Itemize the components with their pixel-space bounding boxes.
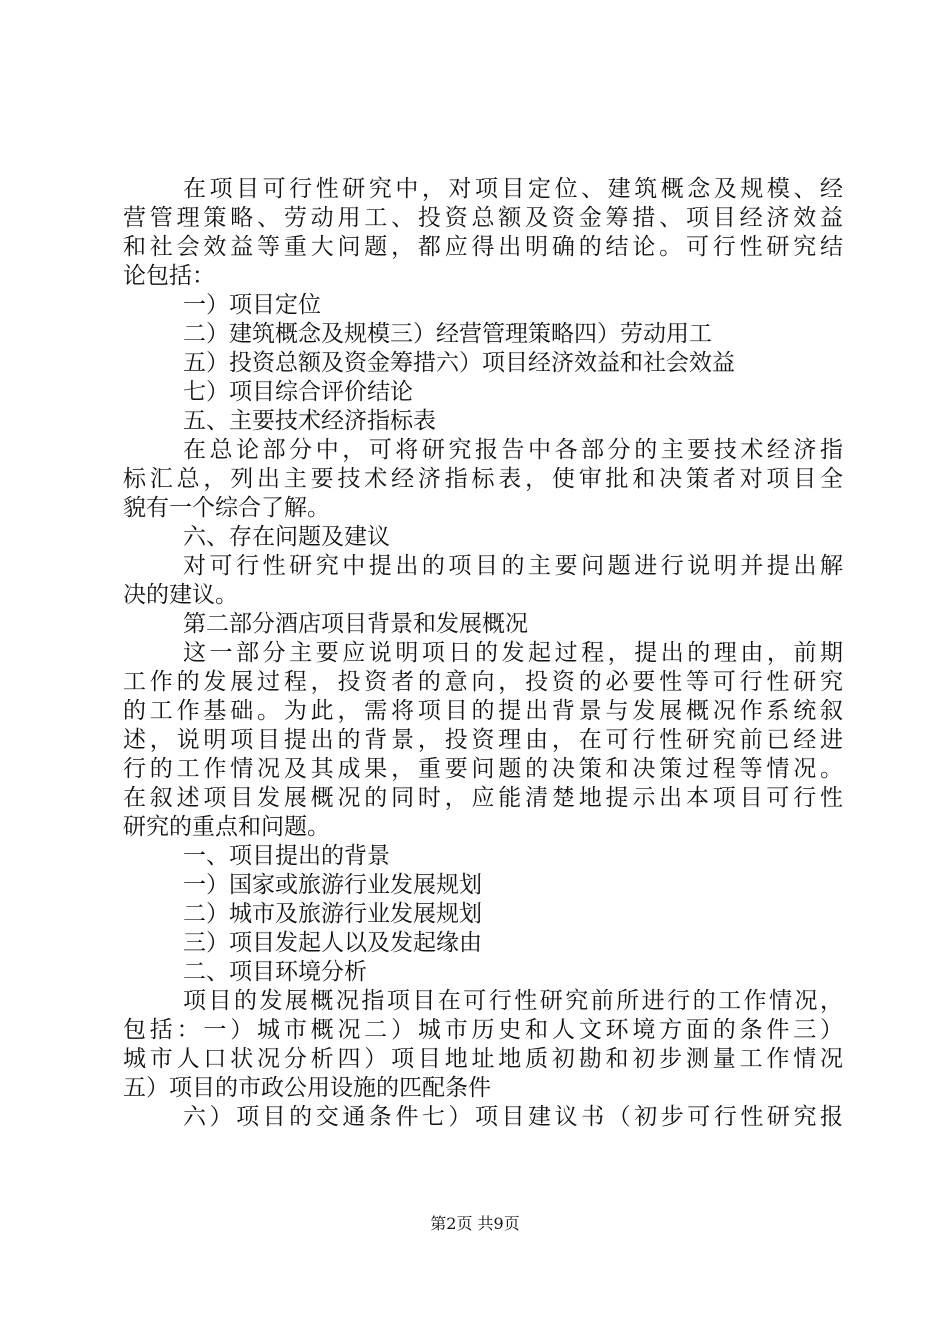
text-line: 标汇总，列出主要技术经济指标表，使审批和决策者对项目全 [123, 466, 843, 492]
text-line: 包括：一）城市概况二）城市历史和人文环境方面的条件三） [123, 1017, 843, 1043]
page-footer [0, 1213, 950, 1235]
list-item: 一）项目定位 [183, 292, 321, 318]
text-line: 城市人口状况分析四）项目地址地质初勘和初步测量工作情况 [123, 1046, 843, 1072]
text-line: 研究的重点和问题。 [123, 814, 330, 840]
list-item: 三）项目发起人以及发起缘由 [183, 930, 482, 956]
text-line: 五）项目的市政公用设施的匹配条件 [123, 1075, 491, 1101]
part-heading: 第二部分酒店项目背景和发展概况 [183, 611, 528, 637]
list-item: 二）建筑概念及规模三）经营管理策略四）劳动用工 [183, 321, 712, 347]
text-line: 在项目可行性研究中，对项目定位、建筑概念及规模、经 [183, 176, 843, 202]
list-item: 二）城市及旅游行业发展规划 [183, 901, 482, 927]
text-line: 貌有一个综合了解。 [123, 495, 330, 521]
section-heading: 五、主要技术经济指标表 [183, 408, 436, 434]
text-line: 述，说明项目提出的背景，投资理由，在可行性研究前已经进 [123, 727, 843, 753]
document-body [123, 175, 843, 1132]
list-item: 五）投资总额及资金筹措六）项目经济效益和社会效益 [183, 350, 735, 376]
section-heading: 二、项目环境分析 [183, 959, 367, 985]
section-heading: 一、项目提出的背景 [183, 843, 390, 869]
list-item: 一）国家或旅游行业发展规划 [183, 872, 482, 898]
list-item: 七）项目综合评价结论 [183, 379, 413, 405]
text-line: 营管理策略、劳动用工、投资总额及资金筹措、项目经济效益 [123, 205, 843, 231]
text-line: 六）项目的交通条件七）项目建议书（初步可行性研究报 [183, 1104, 843, 1130]
text-line: 在总论部分中，可将研究报告中各部分的主要技术经济指 [183, 437, 843, 463]
text-line: 论包括： [123, 263, 215, 289]
text-line: 决的建议。 [123, 582, 238, 608]
text-line: 对可行性研究中提出的项目的主要问题进行说明并提出解 [183, 553, 843, 579]
text-line: 和社会效益等重大问题，都应得出明确的结论。可行性研究结 [123, 234, 843, 260]
text-line: 项目的发展概况指项目在可行性研究前所进行的工作情况， [183, 988, 843, 1014]
text-line: 这一部分主要应说明项日的发起过程，提出的理由，前期 [183, 640, 843, 666]
text-line: 的工作基础。为此，需将项目的提出背景与发展概况作系统叙 [123, 698, 843, 724]
page-number-label: 第2页 共9页 [430, 1214, 520, 1233]
section-heading: 六、存在问题及建议 [183, 524, 390, 550]
text-line: 行的工作情况及其成果，重要问题的决策和决策过程等情况。 [123, 756, 843, 782]
text-line: 在叙述项目发展概况的同时，应能清楚地提示出本项目可行性 [123, 785, 843, 811]
text-line: 工作的发展过程，投资者的意向，投资的必要性等可行性研究 [123, 669, 843, 695]
